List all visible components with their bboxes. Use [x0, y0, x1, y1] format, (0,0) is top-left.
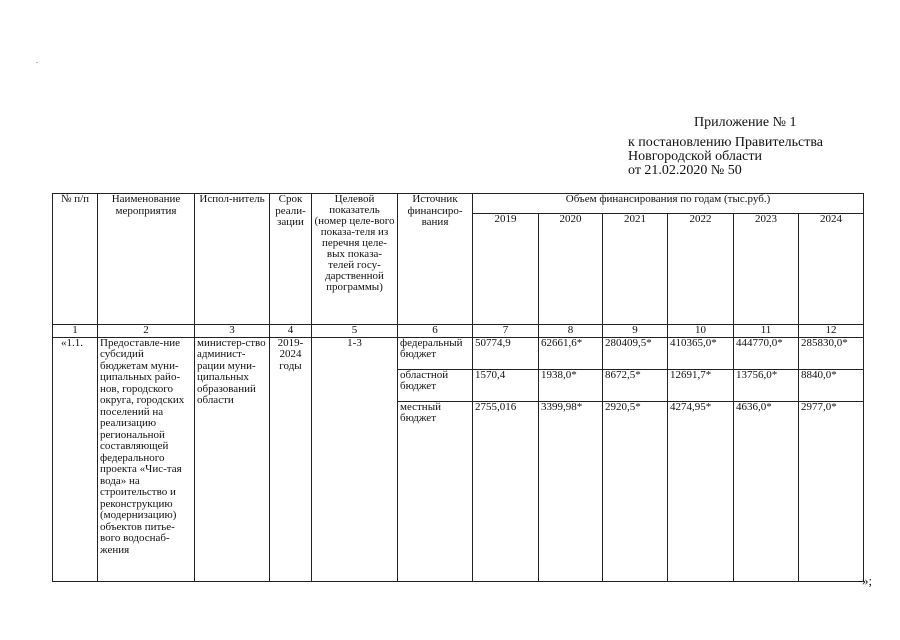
value-local-2022: 4274,95*: [668, 401, 734, 581]
header-year-2024: 2024: [799, 214, 864, 325]
value-regional-2020: 1938,0*: [539, 369, 603, 401]
header-year-2022: 2022: [668, 214, 734, 325]
header-funding-group: Объем финансирования по годам (тыс.руб.): [473, 194, 864, 214]
header-name: Наименование мероприятия: [98, 194, 195, 325]
row-target: 1-3: [312, 337, 398, 581]
col-number: 9: [603, 325, 668, 338]
col-number: 2: [98, 325, 195, 338]
row-term: 2019-2024 годы: [270, 337, 312, 581]
row-executor: министер-ство админист-рации муни-ципальных образований области: [195, 337, 270, 581]
value-regional-2024: 8840,0*: [799, 369, 864, 401]
value-federal-2023: 444770,0*: [734, 337, 799, 369]
header-source: Источник финансиро-вания: [398, 194, 473, 325]
value-local-2020: 3399,98*: [539, 401, 603, 581]
financing-table: [52, 193, 864, 582]
appendix-block: [628, 116, 888, 178]
appendix-line-2: Новгородской области: [628, 149, 762, 164]
value-regional-2021: 8672,5*: [603, 369, 668, 401]
value-federal-2022: 410365,0*: [668, 337, 734, 369]
appendix-title: Приложение № 1: [694, 115, 797, 130]
appendix-line-1: к постановлению Правительства: [628, 135, 824, 150]
header-target: Целевой показатель (номер целе-вого показа-теля из перечня целе-вых показа-телей госу-дарственной программы): [312, 194, 398, 325]
value-local-2019: 2755,016: [473, 401, 539, 581]
source-local: местный бюджет: [398, 401, 473, 581]
value-local-2023: 4636,0*: [734, 401, 799, 581]
value-federal-2024: 285830,0*: [799, 337, 864, 369]
closing-quote: »;: [862, 573, 873, 588]
row-measure-name: Предоставле-ние субсидий бюджетам муни-ципальных райо-нов, городского округа, городских поселений на реализацию региональной составляющей федерального проекта «Чис-тая вода» на строительство и реконструкцию (модернизацию) объектов питье-вого водоснаб-жения: [98, 337, 195, 581]
col-number: 1: [53, 325, 98, 338]
value-federal-2021: 280409,5*: [603, 337, 668, 369]
table-row: [53, 337, 864, 369]
value-local-2024: 2977,0*: [799, 401, 864, 581]
col-number: 5: [312, 325, 398, 338]
header-year-2019: 2019: [473, 214, 539, 325]
header-year-2021: 2021: [603, 214, 668, 325]
col-number: 3: [195, 325, 270, 338]
value-regional-2023: 13756,0*: [734, 369, 799, 401]
value-federal-2019: 50774,9: [473, 337, 539, 369]
source-federal: федеральный бюджет: [398, 337, 473, 369]
col-number: 4: [270, 325, 312, 338]
value-local-2021: 2920,5*: [603, 401, 668, 581]
col-number: 10: [668, 325, 734, 338]
header-year-2023: 2023: [734, 214, 799, 325]
header-executor: Испол-нитель: [195, 194, 270, 325]
value-federal-2020: 62661,6*: [539, 337, 603, 369]
col-number: 12: [799, 325, 864, 338]
header-year-2020: 2020: [539, 214, 603, 325]
column-number-row: [53, 325, 864, 338]
value-regional-2019: 1570,4: [473, 369, 539, 401]
source-regional: областной бюджет: [398, 369, 473, 401]
col-number: 6: [398, 325, 473, 338]
row-number: «1.1.: [53, 337, 98, 581]
col-number: 8: [539, 325, 603, 338]
col-number: 11: [734, 325, 799, 338]
scan-speck: [36, 62, 38, 63]
appendix-line-3: от 21.02.2020 № 50: [628, 163, 742, 178]
header-num: № п/п: [53, 194, 98, 325]
value-regional-2022: 12691,7*: [668, 369, 734, 401]
col-number: 7: [473, 325, 539, 338]
header-term: Срок реали-зации: [270, 194, 312, 325]
